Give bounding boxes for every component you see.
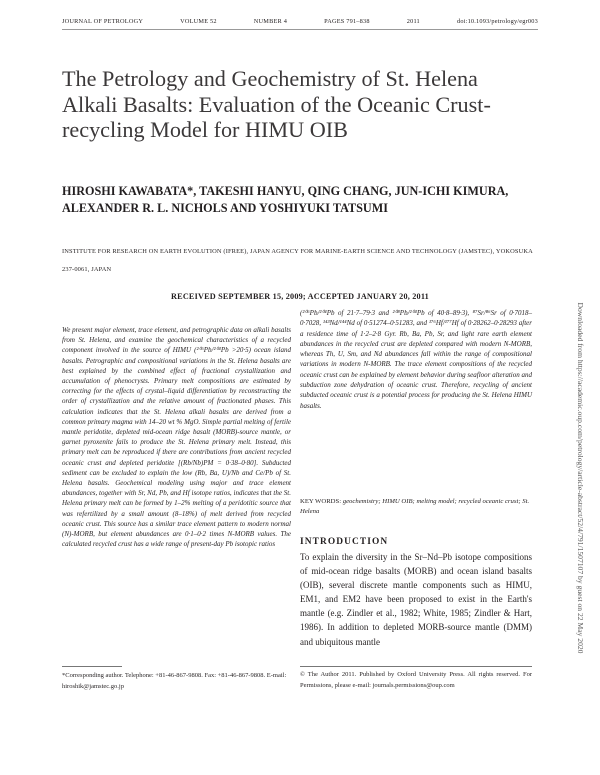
copyright-notice: © The Author 2011. Published by Oxford University Press. All rights reserved. For Permissions, please e-mail: journals.permissions@oup.com bbox=[300, 671, 532, 689]
header-rule bbox=[62, 29, 538, 30]
keywords-label: KEY WORDS: bbox=[300, 498, 342, 505]
volume: VOLUME 52 bbox=[180, 18, 217, 25]
footnote-rule bbox=[62, 666, 122, 667]
abstract-column-left: We present major element, trace element, and petrographic data on alkali basalts from St. Helena, and examine the geochemical characteristics of a recycled component involved in the source of HIMU (²⁰⁶Pb/²⁰⁴Pb >20·5) ocean island basalts. Petrographic and compositional variations in the St. Helena basalts are best explained by the combined effect of fractional crystallization and accumulation of phenocrysts. Primary melt compositions are estimated by correcting for the effects of crystal–liquid differentiation by reconstructing the order of crystallization and the relative amount of fractionated phases. This calculation indicates that the St. Helena alkali basalts are derived from a common primary magma with 14–20 wt % MgO. Simple partial melting of fertile mantle peridotite, depleted mid-ocean ridge basalt (MORB)-source mantle, or garnet pyroxenite fails to produce the St. Helena primary melt. Instead, this primary melt can be reproduced if there are contributions from ancient recycled oceanic crust and depleted peridotite [(Rb/Nb)PM = 0·38–0·80]. Subducted sediment can be excluded to explain the low (Rb, Ba, U)/Nb and Ce/Pb of St. Helena basalts. Geochemical modeling using major and trace element abundances, together with Sr, Nd, Pb, and Hf isotope ratios, indicates that the St. Helena primary melt can be formed by 1–2% melting of a peridotitic source that was refertilized by a small amount (8–18%) of melt derived from recycled oceanic crust. This source has a similar trace element pattern to modern normal (N)-MORB, but element abundances are 0·1–0·2 times N-MORB values. The calculated recycled crust has a wide range of present-day Pb isotopic ratios bbox=[62, 326, 291, 549]
author-list: HIROSHI KAWABATA*, TAKESHI HANYU, QING CHANG, JUN-ICHI KIMURA, ALEXANDER R. L. NICHOLS AND YOSHIYUKI TATSUMI bbox=[62, 184, 509, 215]
copyright-rule bbox=[300, 666, 532, 667]
abstract-column-right: (²⁰⁶Pb/²⁰⁴Pb of 21·7–79·3 and ²⁰⁸Pb/²⁰⁴Pb of 40·8–89·3), ⁸⁷Sr/⁸⁶Sr of 0·7018–0·7028, ¹⁴³Nd/¹⁴⁴Nd of 0·51274–0·51283, and ¹⁷⁶Hf/¹⁷⁷Hf of 0·28262–0·28293 after a residence time of 1·2–2·8 Gyr. Rb, Ba, Pb, Sr, and light rare earth element abundances in the recycled crust are depleted compared with modern N-MORB, whereas Th, U, Sm, and Nd abundances fall within the range of compositional variations in modern N-MORB. The trace element compositions of the recycled oceanic crust can be explained by element behavior during seafloor alteration and subduction zone dehydration of oceanic crust. Therefore, recycling of ancient subducted oceanic crust is a potential process for producing the St. Helena HIMU basalts. bbox=[300, 309, 532, 410]
issue-number: NUMBER 4 bbox=[253, 18, 288, 25]
journal-name: JOURNAL OF PETROLOGY bbox=[62, 18, 144, 25]
section-heading-introduction: INTRODUCTION bbox=[300, 537, 389, 547]
affiliation: INSTITUTE FOR RESEARCH ON EARTH EVOLUTION (IFREE), JAPAN AGENCY FOR MARINE-EARTH SCIENCE AND TECHNOLOGY (JAMSTEC), YOKOSUKA 237-0061, JAPAN bbox=[62, 248, 533, 274]
running-header bbox=[62, 18, 538, 25]
corresponding-author-footnote: *Corresponding author. Telephone: +81-46-867-9808. Fax: +81-46-867-9808. E-mail: hiroshik@jamstec.go.jp bbox=[62, 672, 287, 690]
keywords bbox=[300, 497, 532, 517]
download-watermark: Downloaded from https://academic.oup.com/petrology/article-abstract/52/4/791/1507107 by guest on 22 May 2020 bbox=[576, 302, 585, 654]
pages: PAGES 791–838 bbox=[324, 18, 370, 25]
doi-link[interactable]: doi:10.1093/petrology/egr003 bbox=[456, 18, 538, 25]
received-dates: RECEIVED SEPTEMBER 15, 2009; ACCEPTED JANUARY 20, 2011 bbox=[171, 292, 429, 301]
keywords-list: geochemistry; HIMU OIB; melting model; recycled oceanic crust; St. Helena bbox=[300, 498, 530, 516]
introduction-text: To explain the diversity in the Sr–Nd–Pb isotope compositions of mid-ocean ridge basalts (MORB) and ocean island basalts (OIB), several discrete mantle components such as HIMU, EM1, and EM2 have been proposed to exist in the Earth's mantle (e.g. Zindler et al., 1982; White, 1985; Zindler & Hart, 1986). In addition to depleted MORB-source mantle (DMM) and ubiquitous mantle bbox=[300, 552, 532, 647]
article-title: The Petrology and Geochemistry of St. Helena Alkali Basalts: Evaluation of the Oceanic Crust-recycling Model for HIMU OIB bbox=[62, 66, 491, 142]
year: 2011 bbox=[406, 18, 420, 25]
